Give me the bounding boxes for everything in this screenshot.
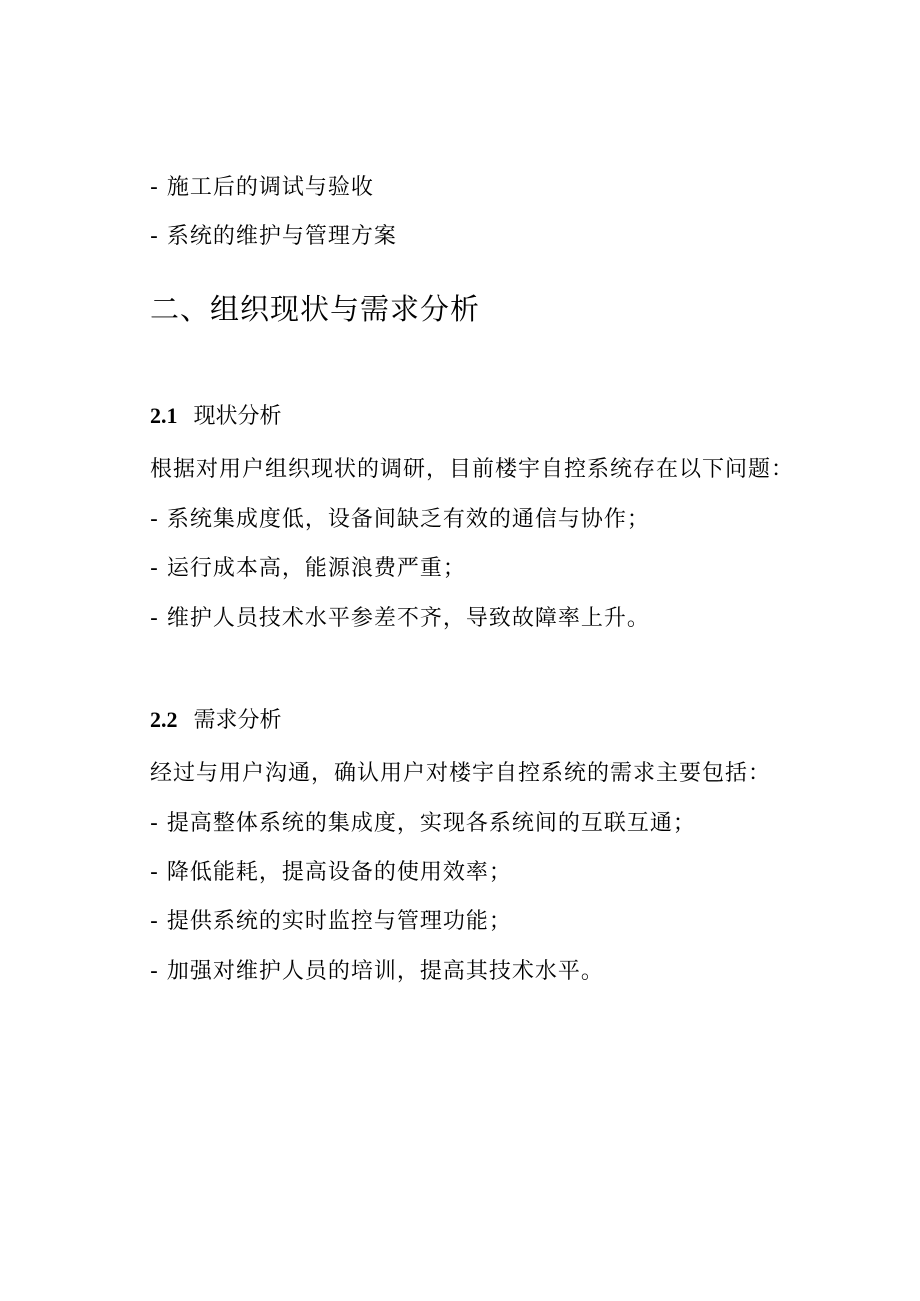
list-item: - 提供系统的实时监控与管理功能； <box>150 909 512 934</box>
list-item: - 运行成本高，能源浪费严重； <box>150 556 466 581</box>
subsection-number: 2.2 <box>150 707 178 732</box>
paragraph: 根据对用户组织现状的调研，目前楼宇自控系统存在以下问题： <box>150 457 795 482</box>
list-item: - 系统的维护与管理方案 <box>150 224 397 249</box>
list-item: - 加强对维护人员的培训，提高其技术水平。 <box>150 959 604 984</box>
subsection-heading-2-2 <box>150 705 282 736</box>
subsection-title: 现状分析 <box>193 404 282 429</box>
list-item: - 施工后的调试与验收 <box>150 175 374 200</box>
subsection-heading-2-1 <box>150 401 282 432</box>
section-title: 二、组织现状与需求分析 <box>150 292 481 326</box>
subsection-number: 2.1 <box>150 403 178 428</box>
list-item: - 提高整体系统的集成度，实现各系统间的互联互通； <box>150 811 696 836</box>
subsection-title: 需求分析 <box>193 708 282 733</box>
list-item: - 维护人员技术水平参差不齐，导致故障率上升。 <box>150 606 650 631</box>
paragraph: 经过与用户沟通，确认用户对楼宇自控系统的需求主要包括： <box>150 761 772 786</box>
list-item: - 降低能耗，提高设备的使用效率； <box>150 860 512 885</box>
list-item: - 系统集成度低，设备间缺乏有效的通信与协作； <box>150 507 650 532</box>
